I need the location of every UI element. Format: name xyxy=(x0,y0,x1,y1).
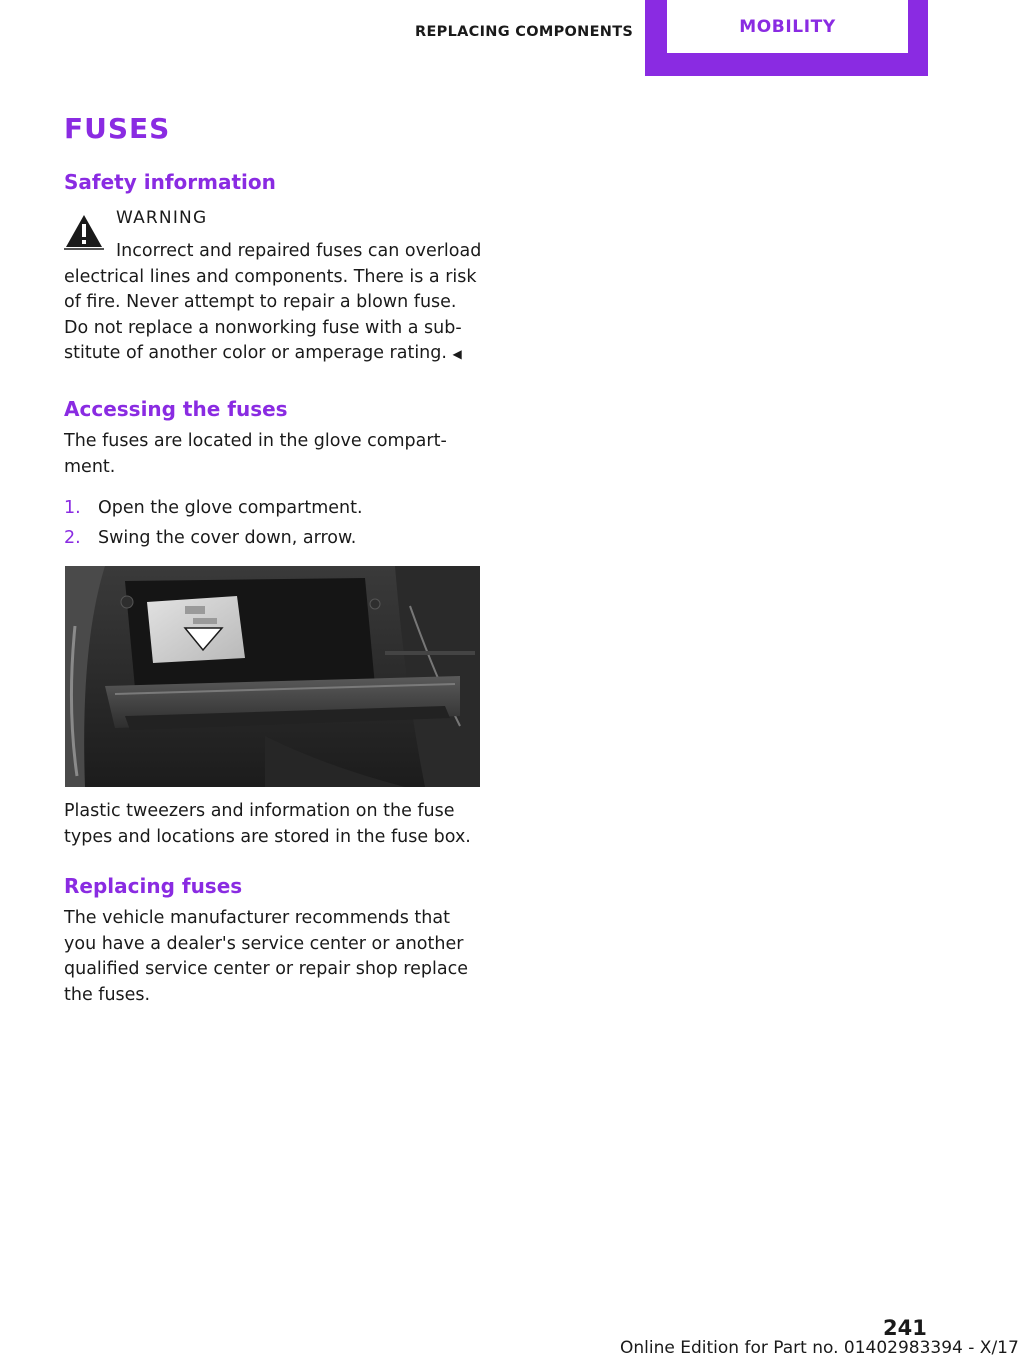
warning-body: Incorrect and repaired fuses can overload electrical lines and components. There is a risk of fire. Never attempt to repair a blown fuse. Do not replace a nonworking fuse with a substitute of another color or amperage rating. xyxy=(64,241,482,363)
list-number: 1. xyxy=(64,498,81,518)
accessing-heading: Accessing the fuses xyxy=(64,397,288,421)
list-text: Swing the cover down, arrow. xyxy=(98,528,357,548)
header-section-title: REPLACING COMPONENTS xyxy=(415,24,634,40)
replacing-heading: Replacing fuses xyxy=(64,874,243,898)
warning-text xyxy=(64,239,484,368)
fuse-box-note: Plastic tweezers and information on the fuse types and locations are stored in the fuse box. xyxy=(64,801,471,847)
page-number: 241 xyxy=(883,1316,927,1340)
list-text: Open the glove compartment. xyxy=(98,498,363,518)
list-number: 2. xyxy=(64,528,81,548)
replacing-text: The vehicle manufacturer recommends that you have a dealer's service center or another qualified service center or repair shop replace the fuses. xyxy=(64,908,468,1005)
safety-heading: Safety information xyxy=(64,170,276,194)
glove-compartment-photo xyxy=(65,566,480,787)
warning-label: WARNING xyxy=(116,208,208,228)
header-tab-label: MOBILITY xyxy=(667,0,908,53)
accessing-intro: The fuses are located in the glove compartment. xyxy=(64,431,447,477)
header-tab xyxy=(645,0,928,76)
end-mark-icon: ◀ xyxy=(452,347,462,361)
page-title: FUSES xyxy=(64,112,171,145)
footer-edition: Online Edition for Part no. 01402983394 - X/17 xyxy=(620,1338,1019,1358)
